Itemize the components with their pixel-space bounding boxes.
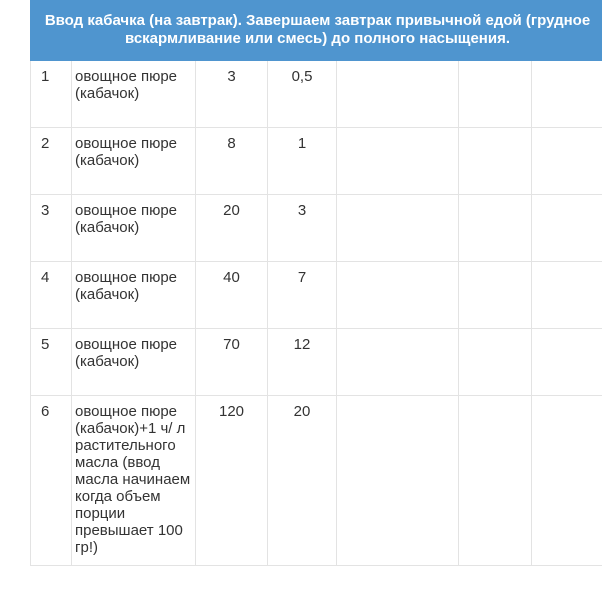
empty-cell [459, 128, 532, 195]
amount-value: 20 [196, 195, 268, 262]
table-row [31, 61, 602, 128]
empty-cell [459, 262, 532, 329]
table-row [31, 195, 602, 262]
food-description: овощное пюре (кабачок) [72, 61, 196, 128]
amount-value: 40 [196, 262, 268, 329]
amount-value: 3 [196, 61, 268, 128]
empty-cell [337, 329, 459, 396]
food-description: овощное пюре (кабачок) [72, 262, 196, 329]
feeding-schedule-table [30, 0, 602, 566]
empty-cell [532, 61, 602, 128]
empty-cell [532, 329, 602, 396]
empty-cell [532, 195, 602, 262]
empty-cell [459, 61, 532, 128]
amount-value: 120 [196, 396, 268, 566]
empty-cell [459, 396, 532, 566]
day-number: 6 [31, 396, 72, 566]
table-row [31, 396, 602, 566]
empty-cell [532, 262, 602, 329]
food-description: овощное пюре (кабачок) [72, 128, 196, 195]
amount-value: 70 [196, 329, 268, 396]
day-number: 3 [31, 195, 72, 262]
secondary-value: 3 [268, 195, 337, 262]
day-number: 5 [31, 329, 72, 396]
amount-value: 8 [196, 128, 268, 195]
empty-cell [532, 396, 602, 566]
table-header: Ввод кабачка (на завтрак). Завершаем завтрак привычной едой (грудное вскармливание или смесь) до полного насыщения. [31, 1, 602, 61]
empty-cell [337, 195, 459, 262]
empty-cell [337, 262, 459, 329]
empty-cell [337, 61, 459, 128]
empty-cell [337, 128, 459, 195]
secondary-value: 1 [268, 128, 337, 195]
secondary-value: 12 [268, 329, 337, 396]
empty-cell [337, 396, 459, 566]
table-row [31, 329, 602, 396]
secondary-value: 20 [268, 396, 337, 566]
table-row [31, 128, 602, 195]
empty-cell [532, 128, 602, 195]
secondary-value: 7 [268, 262, 337, 329]
empty-cell [459, 195, 532, 262]
day-number: 2 [31, 128, 72, 195]
table-header-row [31, 1, 602, 61]
food-description: овощное пюре (кабачок)+1 ч/ л растительного масла (ввод масла начинаем когда объем порции превышает 100 гр!) [72, 396, 196, 566]
empty-cell [459, 329, 532, 396]
table-row [31, 262, 602, 329]
secondary-value: 0,5 [268, 61, 337, 128]
food-description: овощное пюре (кабачок) [72, 195, 196, 262]
day-number: 1 [31, 61, 72, 128]
day-number: 4 [31, 262, 72, 329]
food-description: овощное пюре (кабачок) [72, 329, 196, 396]
